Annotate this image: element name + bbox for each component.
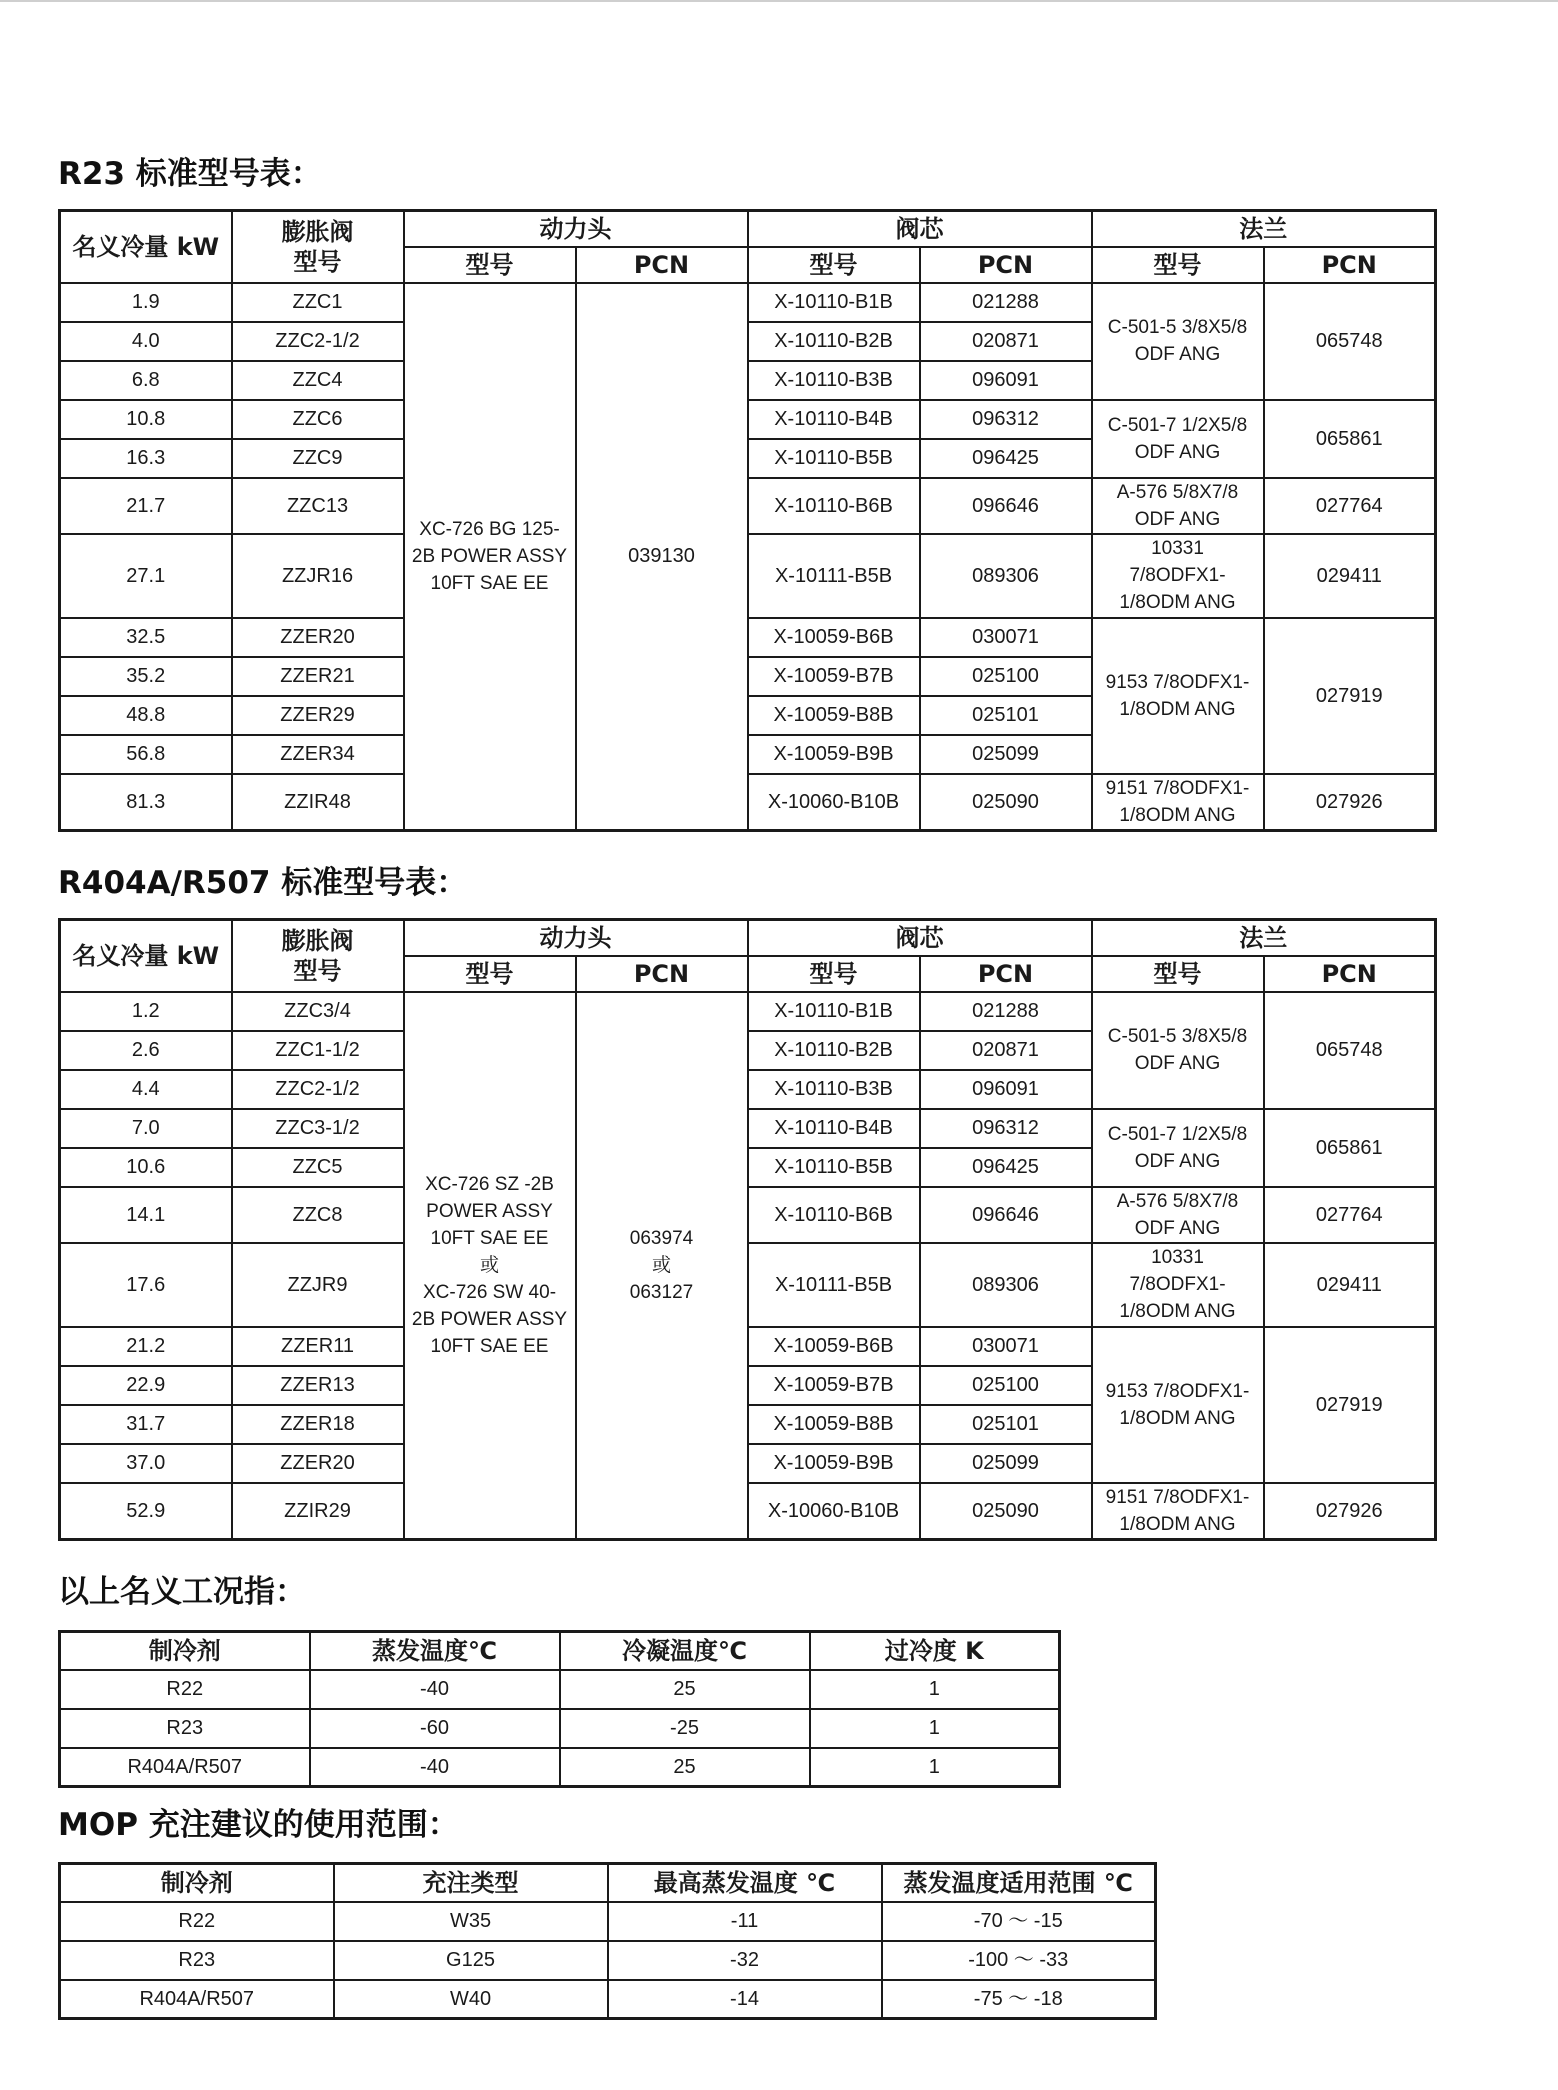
flange-pcn-cell: 065748 (1264, 992, 1436, 1109)
header-flange-model: 型号 (1092, 247, 1264, 283)
valve-model-cell: ZZER18 (232, 1405, 404, 1444)
flange-model-cell: C-501-7 1/2X5/8 ODF ANG (1092, 1109, 1264, 1187)
core-pcn-cell: 096646 (920, 478, 1092, 534)
table-row (60, 1109, 1436, 1148)
flange-pcn-cell: 065861 (1264, 400, 1436, 478)
nominal-conditions-title: 以上名义工况指： (58, 1574, 306, 1610)
core-model-cell: X-10110-B6B (748, 478, 920, 534)
core-model-cell: X-10060-B10B (748, 1483, 920, 1540)
core-pcn-cell: 025090 (920, 1483, 1092, 1540)
capacity-cell: 48.8 (60, 696, 232, 735)
valve-model-cell: ZZJR16 (232, 534, 404, 618)
core-pcn-cell: 030071 (920, 618, 1092, 657)
evaporating-temp-cell: -40 (310, 1670, 560, 1709)
refrigerant-cell: R404A/R507 (60, 1980, 334, 2019)
mop-range-title: MOP 充注建议的使用范围： (58, 1807, 459, 1843)
capacity-cell: 6.8 (60, 361, 232, 400)
capacity-cell: 32.5 (60, 618, 232, 657)
table-row (60, 1709, 1060, 1748)
capacity-cell: 81.3 (60, 774, 232, 831)
capacity-cell: 17.6 (60, 1243, 232, 1327)
flange-pcn-cell: 065861 (1264, 1109, 1436, 1187)
header-power-pcn: PCN (576, 247, 748, 283)
evaporating-range-cell: -70 ～ -15 (882, 1902, 1156, 1941)
table-row (60, 1748, 1060, 1787)
valve-model-cell: ZZER13 (232, 1366, 404, 1405)
header-flange: 法兰 (1092, 920, 1436, 956)
header-power-model: 型号 (404, 956, 576, 992)
header-expansion-valve-model: 膨胀阀 型号 (232, 920, 404, 992)
header-max-evaporating-temp: 最高蒸发温度 ℃ (608, 1864, 882, 1902)
flange-model-cell: A-576 5/8X7/8 ODF ANG (1092, 1187, 1264, 1243)
core-model-cell: X-10110-B5B (748, 1148, 920, 1187)
valve-model-cell: ZZC5 (232, 1148, 404, 1187)
core-model-cell: X-10111-B5B (748, 534, 920, 618)
core-model-cell: X-10059-B8B (748, 696, 920, 735)
charge-type-cell: G125 (334, 1941, 608, 1980)
core-pcn-cell: 096425 (920, 439, 1092, 478)
valve-model-cell: ZZIR29 (232, 1483, 404, 1540)
flange-model-cell: 10331 7/8ODFX1- 1/8ODM ANG (1092, 534, 1264, 618)
table-row (60, 774, 1436, 831)
core-model-cell: X-10110-B2B (748, 1031, 920, 1070)
table-row (60, 1980, 1156, 2019)
header-power-model: 型号 (404, 247, 576, 283)
core-pcn-cell: 025099 (920, 735, 1092, 774)
capacity-cell: 37.0 (60, 1444, 232, 1483)
header-charge-type: 充注类型 (334, 1864, 608, 1902)
core-pcn-cell: 025100 (920, 1366, 1092, 1405)
flange-pcn-cell: 027919 (1264, 618, 1436, 774)
capacity-cell: 2.6 (60, 1031, 232, 1070)
r404-table-title: R404A/R507 标准型号表： (58, 865, 468, 901)
table-row (60, 1243, 1436, 1327)
table-row (60, 618, 1436, 657)
header-evaporating-range: 蒸发温度适用范围 ℃ (882, 1864, 1156, 1902)
core-model-cell: X-10110-B1B (748, 283, 920, 322)
header-refrigerant: 制冷剂 (60, 1864, 334, 1902)
subcooling-cell: 1 (810, 1748, 1060, 1787)
refrigerant-cell: R23 (60, 1941, 334, 1980)
r404-model-table (58, 918, 1437, 1541)
flange-model-cell: 9153 7/8ODFX1- 1/8ODM ANG (1092, 618, 1264, 774)
capacity-cell: 16.3 (60, 439, 232, 478)
core-model-cell: X-10060-B10B (748, 774, 920, 831)
valve-model-cell: ZZC2-1/2 (232, 1070, 404, 1109)
core-model-cell: X-10110-B3B (748, 1070, 920, 1109)
core-model-cell: X-10110-B2B (748, 322, 920, 361)
core-model-cell: X-10059-B9B (748, 1444, 920, 1483)
table-row (60, 1187, 1436, 1243)
r23-model-table (58, 209, 1437, 832)
core-pcn-cell: 021288 (920, 283, 1092, 322)
table-row (60, 400, 1436, 439)
flange-pcn-cell: 027764 (1264, 478, 1436, 534)
header-core-model: 型号 (748, 247, 920, 283)
core-pcn-cell: 025101 (920, 696, 1092, 735)
flange-model-cell: C-501-5 3/8X5/8 ODF ANG (1092, 992, 1264, 1109)
capacity-cell: 4.0 (60, 322, 232, 361)
core-model-cell: X-10110-B4B (748, 400, 920, 439)
power-model-cell: XC-726 BG 125- 2B POWER ASSY 10FT SAE EE (404, 283, 576, 831)
core-model-cell: X-10110-B3B (748, 361, 920, 400)
core-pcn-cell: 089306 (920, 534, 1092, 618)
valve-model-cell: ZZER29 (232, 696, 404, 735)
capacity-cell: 56.8 (60, 735, 232, 774)
header-nominal-capacity: 名义冷量 kW (60, 920, 232, 992)
capacity-cell: 21.2 (60, 1327, 232, 1366)
core-pcn-cell: 025090 (920, 774, 1092, 831)
evaporating-temp-cell: -60 (310, 1709, 560, 1748)
header-evaporating-temp: 蒸发温度℃ (310, 1632, 560, 1670)
core-pcn-cell: 020871 (920, 1031, 1092, 1070)
core-pcn-cell: 096312 (920, 1109, 1092, 1148)
core-pcn-cell: 030071 (920, 1327, 1092, 1366)
table-row (60, 1670, 1060, 1709)
core-pcn-cell: 089306 (920, 1243, 1092, 1327)
flange-pcn-cell: 029411 (1264, 1243, 1436, 1327)
power-model-cell: XC-726 SZ -2B POWER ASSY 10FT SAE EE 或 XC-726 SW 40- 2B POWER ASSY 10FT SAE EE (404, 992, 576, 1540)
valve-model-cell: ZZC3-1/2 (232, 1109, 404, 1148)
table-row (60, 1483, 1436, 1540)
header-condensing-temp: 冷凝温度℃ (560, 1632, 810, 1670)
header-flange: 法兰 (1092, 211, 1436, 247)
core-model-cell: X-10110-B5B (748, 439, 920, 478)
valve-model-cell: ZZC2-1/2 (232, 322, 404, 361)
capacity-cell: 31.7 (60, 1405, 232, 1444)
header-power-head: 动力头 (404, 920, 748, 956)
capacity-cell: 10.8 (60, 400, 232, 439)
flange-model-cell: 9153 7/8ODFX1- 1/8ODM ANG (1092, 1327, 1264, 1483)
evaporating-temp-cell: -40 (310, 1748, 560, 1787)
flange-pcn-cell: 027919 (1264, 1327, 1436, 1483)
core-pcn-cell: 025100 (920, 657, 1092, 696)
valve-model-cell: ZZJR9 (232, 1243, 404, 1327)
subcooling-cell: 1 (810, 1709, 1060, 1748)
subcooling-cell: 1 (810, 1670, 1060, 1709)
table-row (60, 1941, 1156, 1980)
valve-model-cell: ZZC1 (232, 283, 404, 322)
header-flange-model: 型号 (1092, 956, 1264, 992)
header-nominal-capacity: 名义冷量 kW (60, 211, 232, 283)
valve-model-cell: ZZER34 (232, 735, 404, 774)
r23-table-title: R23 标准型号表： (58, 156, 322, 192)
evaporating-range-cell: -75 ～ -18 (882, 1980, 1156, 2019)
capacity-cell: 1.9 (60, 283, 232, 322)
header-flange-pcn: PCN (1264, 956, 1436, 992)
evaporating-range-cell: -100 ～ -33 (882, 1941, 1156, 1980)
valve-model-cell: ZZER21 (232, 657, 404, 696)
charge-type-cell: W35 (334, 1902, 608, 1941)
core-pcn-cell: 096312 (920, 400, 1092, 439)
power-pcn-cell: 063974 或 063127 (576, 992, 748, 1540)
flange-pcn-cell: 065748 (1264, 283, 1436, 400)
condensing-temp-cell: 25 (560, 1670, 810, 1709)
flange-pcn-cell: 027926 (1264, 774, 1436, 831)
max-evaporating-temp-cell: -11 (608, 1902, 882, 1941)
condensing-temp-cell: 25 (560, 1748, 810, 1787)
valve-model-cell: ZZER20 (232, 1444, 404, 1483)
header-power-head: 动力头 (404, 211, 748, 247)
core-pcn-cell: 096646 (920, 1187, 1092, 1243)
table-row (60, 534, 1436, 618)
valve-model-cell: ZZC3/4 (232, 992, 404, 1031)
refrigerant-cell: R22 (60, 1670, 310, 1709)
top-border-line (0, 0, 1558, 2)
flange-pcn-cell: 029411 (1264, 534, 1436, 618)
core-model-cell: X-10059-B7B (748, 1366, 920, 1405)
flange-model-cell: 10331 7/8ODFX1- 1/8ODM ANG (1092, 1243, 1264, 1327)
valve-model-cell: ZZIR48 (232, 774, 404, 831)
nominal-conditions-table (58, 1630, 1061, 1788)
capacity-cell: 14.1 (60, 1187, 232, 1243)
flange-model-cell: 9151 7/8ODFX1- 1/8ODM ANG (1092, 774, 1264, 831)
header-core-pcn: PCN (920, 247, 1092, 283)
condensing-temp-cell: -25 (560, 1709, 810, 1748)
core-model-cell: X-10110-B4B (748, 1109, 920, 1148)
header-subcooling: 过冷度 K (810, 1632, 1060, 1670)
core-pcn-cell: 096425 (920, 1148, 1092, 1187)
core-model-cell: X-10059-B8B (748, 1405, 920, 1444)
flange-model-cell: A-576 5/8X7/8 ODF ANG (1092, 478, 1264, 534)
valve-model-cell: ZZER20 (232, 618, 404, 657)
capacity-cell: 22.9 (60, 1366, 232, 1405)
core-model-cell: X-10059-B7B (748, 657, 920, 696)
power-pcn-cell: 039130 (576, 283, 748, 831)
valve-model-cell: ZZC9 (232, 439, 404, 478)
capacity-cell: 10.6 (60, 1148, 232, 1187)
capacity-cell: 27.1 (60, 534, 232, 618)
core-pcn-cell: 025101 (920, 1405, 1092, 1444)
capacity-cell: 7.0 (60, 1109, 232, 1148)
capacity-cell: 35.2 (60, 657, 232, 696)
core-model-cell: X-10111-B5B (748, 1243, 920, 1327)
table-row (60, 478, 1436, 534)
table-row (60, 283, 1436, 322)
valve-model-cell: ZZC1-1/2 (232, 1031, 404, 1070)
core-model-cell: X-10110-B6B (748, 1187, 920, 1243)
core-pcn-cell: 025099 (920, 1444, 1092, 1483)
core-pcn-cell: 020871 (920, 322, 1092, 361)
charge-type-cell: W40 (334, 1980, 608, 2019)
max-evaporating-temp-cell: -32 (608, 1941, 882, 1980)
refrigerant-cell: R23 (60, 1709, 310, 1748)
header-flange-pcn: PCN (1264, 247, 1436, 283)
refrigerant-cell: R22 (60, 1902, 334, 1941)
valve-model-cell: ZZC13 (232, 478, 404, 534)
flange-pcn-cell: 027926 (1264, 1483, 1436, 1540)
flange-model-cell: C-501-7 1/2X5/8 ODF ANG (1092, 400, 1264, 478)
capacity-cell: 52.9 (60, 1483, 232, 1540)
header-power-pcn: PCN (576, 956, 748, 992)
core-pcn-cell: 096091 (920, 1070, 1092, 1109)
table-row (60, 1327, 1436, 1366)
table-row (60, 1902, 1156, 1941)
valve-model-cell: ZZC8 (232, 1187, 404, 1243)
core-model-cell: X-10059-B6B (748, 1327, 920, 1366)
valve-model-cell: ZZC4 (232, 361, 404, 400)
header-core-model: 型号 (748, 956, 920, 992)
mop-range-table (58, 1862, 1157, 2020)
max-evaporating-temp-cell: -14 (608, 1980, 882, 2019)
header-refrigerant: 制冷剂 (60, 1632, 310, 1670)
header-valve-core: 阀芯 (748, 920, 1092, 956)
header-expansion-valve-model: 膨胀阀 型号 (232, 211, 404, 283)
core-pcn-cell: 021288 (920, 992, 1092, 1031)
capacity-cell: 4.4 (60, 1070, 232, 1109)
refrigerant-cell: R404A/R507 (60, 1748, 310, 1787)
capacity-cell: 21.7 (60, 478, 232, 534)
core-model-cell: X-10059-B9B (748, 735, 920, 774)
table-row (60, 992, 1436, 1031)
header-core-pcn: PCN (920, 956, 1092, 992)
capacity-cell: 1.2 (60, 992, 232, 1031)
header-valve-core: 阀芯 (748, 211, 1092, 247)
core-model-cell: X-10110-B1B (748, 992, 920, 1031)
flange-model-cell: C-501-5 3/8X5/8 ODF ANG (1092, 283, 1264, 400)
flange-pcn-cell: 027764 (1264, 1187, 1436, 1243)
valve-model-cell: ZZC6 (232, 400, 404, 439)
core-model-cell: X-10059-B6B (748, 618, 920, 657)
valve-model-cell: ZZER11 (232, 1327, 404, 1366)
flange-model-cell: 9151 7/8ODFX1- 1/8ODM ANG (1092, 1483, 1264, 1540)
core-pcn-cell: 096091 (920, 361, 1092, 400)
